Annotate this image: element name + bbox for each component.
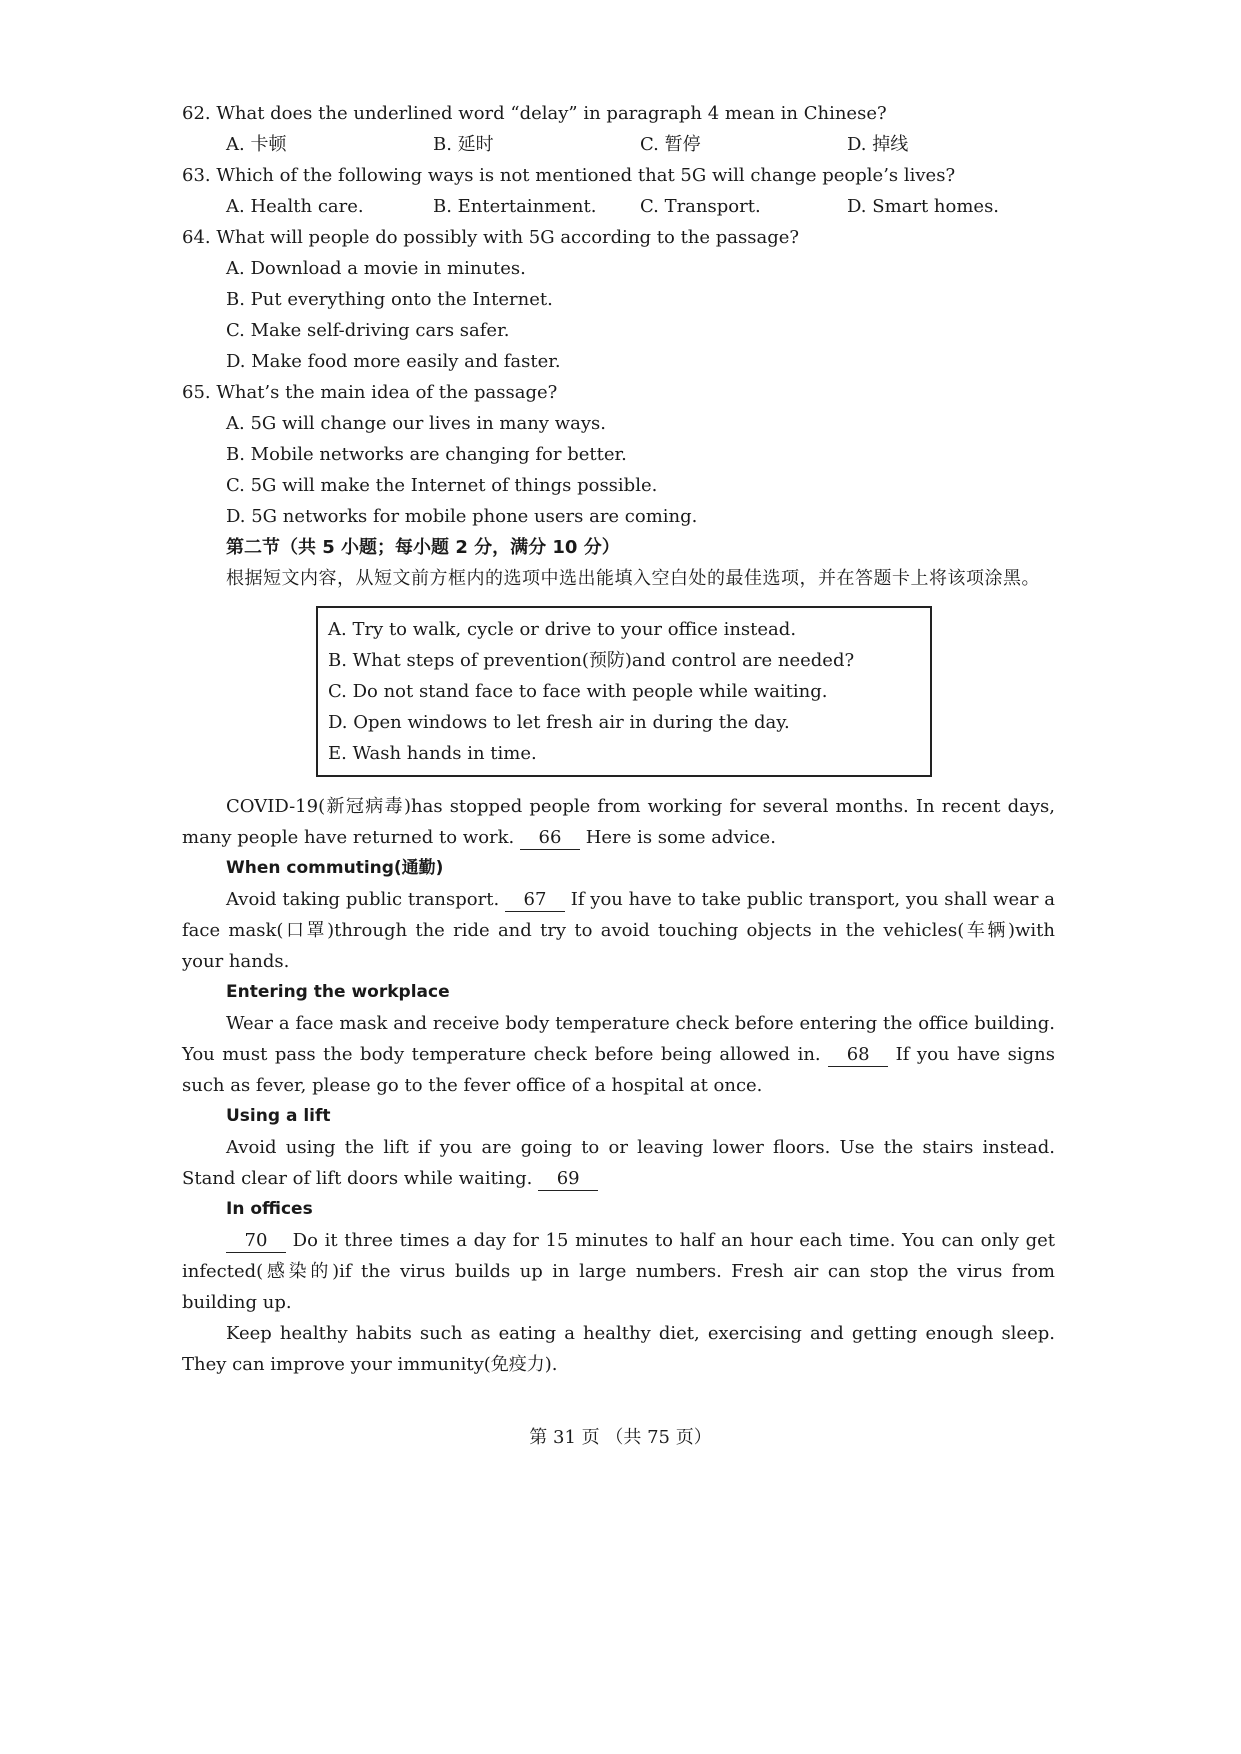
question-text: What does the underlined word “delay” in paragraph 4 mean in Chinese? — [216, 103, 887, 124]
box-option: E. Wash hands in time. — [328, 743, 537, 764]
passage-offices: 70 Do it three times a day for 15 minutes to half an hour each time. You can only get infected(感染的)if the virus builds up in large numbers. Fresh air can stop the virus from building up. — [182, 1230, 1055, 1313]
question-65: 65. What’s the main idea of the passage? — [182, 382, 558, 403]
box-option: A. Try to walk, cycle or drive to your office instead. — [328, 619, 797, 640]
section-title: 第二节（共 5 小题；每小题 2 分，满分 10 分） — [226, 537, 620, 558]
question-64: 64. What will people do possibly with 5G according to the passage? — [182, 227, 800, 248]
question-63: 63. Which of the following ways is not mentioned that 5G will change people’s lives? — [182, 165, 956, 186]
option: D. Smart homes. — [847, 196, 1000, 217]
question-62: 62. What does the underlined word “delay” in paragraph 4 mean in Chinese? — [182, 103, 887, 124]
section-instruction: 根据短文内容，从短文前方框内的选项中选出能填入空白处的最佳选项，并在答题卡上将该项涂黑。 — [226, 568, 1040, 589]
option: A. 卡顿 — [226, 134, 287, 155]
passage-lift: Avoid using the lift if you are going to or leaving lower floors. Use the stairs instead. Stand clear of lift doors while waiting. 69 — [182, 1137, 1055, 1189]
option: B. Mobile networks are changing for better. — [226, 444, 627, 465]
passage-intro: COVID-19(新冠病毒)has stopped people from working for several months. In recent days, many people have returned to work. 66 Here is some advice. — [182, 796, 1055, 848]
passage-closing: Keep healthy habits such as eating a healthy diet, exercising and getting enough sleep. They can improve your immunity(免疫力). — [182, 1323, 1055, 1375]
option: B. Entertainment. — [433, 196, 597, 217]
heading-lift: Using a lift — [226, 1106, 331, 1126]
box-option: D. Open windows to let fresh air in during the day. — [328, 712, 790, 733]
question-text: What will people do possibly with 5G according to the passage? — [216, 227, 800, 248]
blank-69: 69 — [538, 1168, 598, 1191]
box-option: B. What steps of prevention(预防)and control are needed? — [328, 650, 855, 671]
option: C. 5G will make the Internet of things possible. — [226, 475, 658, 496]
heading-workplace: Entering the workplace — [226, 982, 450, 1002]
option: D. 掉线 — [847, 134, 909, 155]
option: B. Put everything onto the Internet. — [226, 289, 553, 310]
option: D. Make food more easily and faster. — [226, 351, 561, 372]
question-text: What’s the main idea of the passage? — [216, 382, 558, 403]
options-63 — [182, 191, 1055, 222]
passage-workplace: Wear a face mask and receive body temperature check before entering the office building. You must pass the body temperature check before being allowed in. 68 If you have signs such as fever, please go to the fever office of a hospital at once. — [182, 1013, 1055, 1096]
option: A. 5G will change our lives in many ways. — [226, 413, 606, 434]
blank-68: 68 — [828, 1044, 888, 1067]
option: A. Health care. — [226, 196, 364, 217]
blank-70: 70 — [226, 1230, 286, 1253]
page-footer: 第 31 页 （共 75 页） — [529, 1427, 712, 1448]
options-box — [316, 606, 932, 777]
option: C. Make self-driving cars safer. — [226, 320, 510, 341]
blank-66: 66 — [520, 827, 580, 850]
option: C. Transport. — [640, 196, 761, 217]
option: D. 5G networks for mobile phone users are coming. — [226, 506, 698, 527]
heading-commuting: When commuting(通勤) — [226, 858, 444, 878]
blank-67: 67 — [505, 889, 565, 912]
heading-offices: In offices — [226, 1199, 313, 1219]
option: B. 延时 — [433, 134, 494, 155]
question-text: Which of the following ways is not mentioned that 5G will change people’s lives? — [216, 165, 956, 186]
page-content — [182, 98, 1055, 1380]
box-option: C. Do not stand face to face with people while waiting. — [328, 681, 828, 702]
options-62 — [182, 129, 1055, 160]
option: A. Download a movie in minutes. — [226, 258, 526, 279]
option: C. 暂停 — [640, 134, 701, 155]
passage-commuting: Avoid taking public transport. 67 If you have to take public transport, you shall wear a face mask(口罩)through the ride and try to avoid touching objects in the vehicles(车辆)with your hands. — [182, 889, 1055, 972]
